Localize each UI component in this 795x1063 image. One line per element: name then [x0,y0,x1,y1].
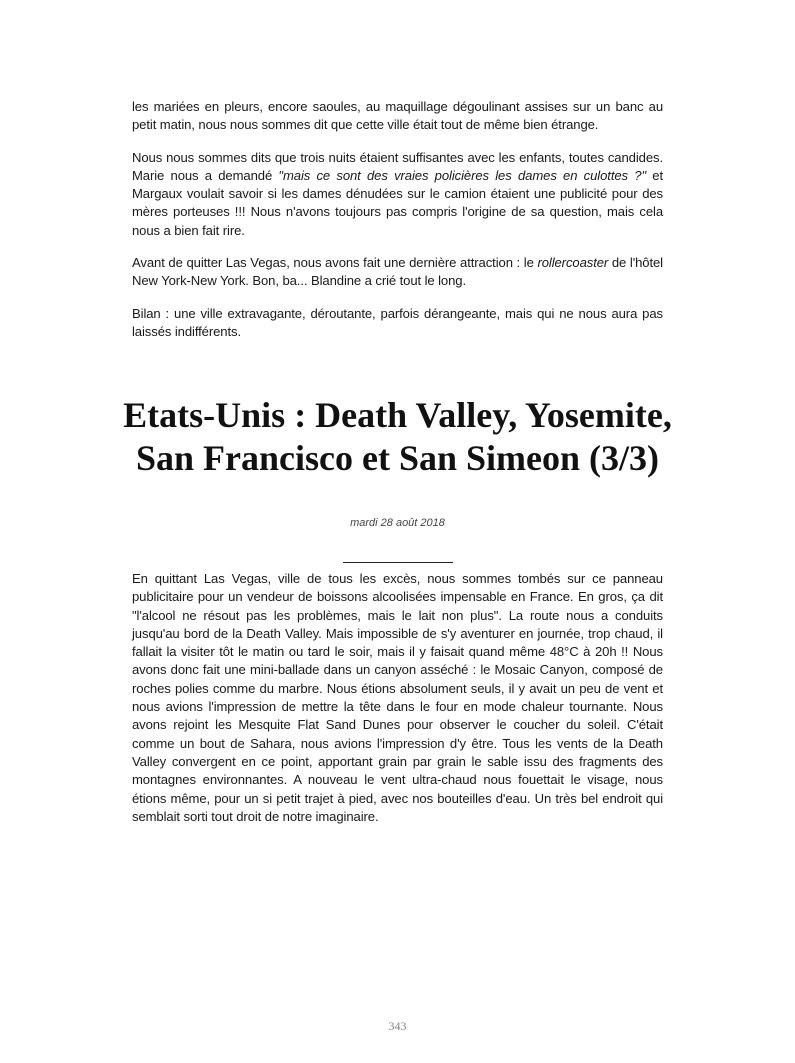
paragraph [132,570,663,826]
article-text [132,570,663,826]
paragraph-text: les mariées en pleurs, encore saoules, au maquillage dégoulinant assises sur un banc au petit matin, nous nous sommes dit que cette ville était tout de même bien étrange. [132,99,663,133]
paragraph-text: Avant de quitter Las Vegas, nous avons fait une dernière attraction : le [132,255,538,271]
paragraph-text: Nous nous sommes dits que trois nuits étaient suffisantes avec les enfants, toutes candides. Marie nous a demandé [132,149,663,183]
previous-article-text [132,98,663,341]
paragraph-text: En quittant Las Vegas, ville de tous les excès, nous sommes tombés sur ce panneau publicitaire pour un vendeur de boissons alcoolisées impensable en France. En gros, ça dit "l'alcool ne résout pas les problèmes, mais le lait non plus". La route nous a conduits jusqu'au bord de la Death Valley. Mais impossible de s'y aventurer en journée, trop chaud, il fallait la visiter tôt le matin ou tard le soir, mais il y faisait quand même 48°C à 20h !! Nous avons donc fait une mini-ballade dans un canyon asséché : le Mosaic Canyon, composé de roches polies comme du marbre. Nous étions absolument seuls, il y avait un peu de vent et nous avions l'impression de mettre la tête dans le four en mode chaleur tournante. Nous avons rejoint les Mesquite Flat Sand Dunes pour observer le coucher du soleil. C'était comme un bout de Sahara, nous avions l'impression d'y être. Tous les vents de la Death Valley convergent en ce point, apportant grain par grain le sable issu des fragments des montagnes environnantes. A nouveau le vent ultra-chaud nous fouettait le visage, nous étions même, pour un si petit trajet à pied, avec nos bouteilles d'eau. Un très bel endroit qui semblait sorti tout droit de notre imaginaire. [132,571,663,824]
paragraph-text: Bilan : une ville extravagante, déroutante, parfois dérangeante, mais qui ne nous aura pas laissés indifférents. [132,305,663,339]
title-divider [343,562,453,563]
paragraph-text: de l'hôtel New York-New York. Bon, ba... Blandine a crié tout le long. [132,255,663,289]
paragraph [132,305,663,342]
article-date: mardi 28 août 2018 [350,517,445,529]
italic-term: rollercoaster [537,255,609,271]
paragraph [132,254,663,291]
paragraph [132,149,663,240]
paragraph-text: et Margaux voulait savoir si les dames dénudées sur le camion étaient une publicité pour des mères porteuses !!! Nous n'avons toujours pas compris l'origine de sa question, mais cela nous a bien fait rire. [132,167,663,238]
article-title: Etats-Unis : Death Valley, Yosemite, San Francisco et San Simeon (3/3) [123,395,672,478]
page-number: 343 [388,1019,407,1033]
paragraph [132,98,663,135]
quote-text: "mais ce sont des vraies policières les dames en culottes ?" [278,167,646,183]
